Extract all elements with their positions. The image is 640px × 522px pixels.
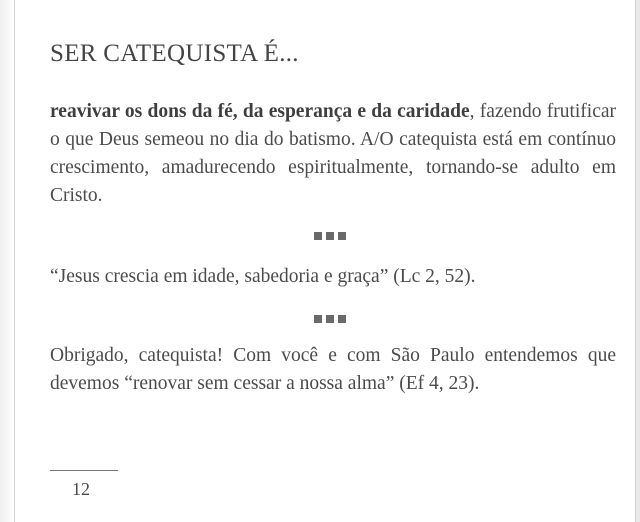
page-title: SER CATEQUISTA É... (50, 40, 299, 67)
divider-square (314, 232, 322, 240)
divider-square (326, 232, 334, 240)
section-divider (314, 315, 354, 323)
closing-paragraph: Obrigado, catequista! Com você e com São Paulo entendemos que devemos “renovar sem cessar a nossa alma” (Ef 4, 23). (50, 345, 616, 394)
paragraph-reavivar (50, 98, 616, 210)
page-edge (635, 0, 640, 522)
paragraph-bold-lead: reavivar os dons da fé, da esperança e da caridade (50, 101, 470, 122)
divider-square (326, 315, 334, 323)
section-divider (314, 232, 354, 240)
book-spine-shadow (0, 0, 15, 522)
divider-square (338, 232, 346, 240)
page-number: 12 (72, 479, 90, 499)
footer-rule (50, 470, 118, 471)
divider-square (314, 315, 322, 323)
bible-quote: “Jesus crescia em idade, sabedoria e graça” (Lc 2, 52). (50, 266, 476, 287)
divider-square (338, 315, 346, 323)
paragraph-body: , fazendo frutificar o que Deus semeou no dia do batismo. A/O catequista está em contínuo crescimento, amadurecendo espiritualmente, tornando-se adulto em Cristo. (50, 101, 617, 206)
